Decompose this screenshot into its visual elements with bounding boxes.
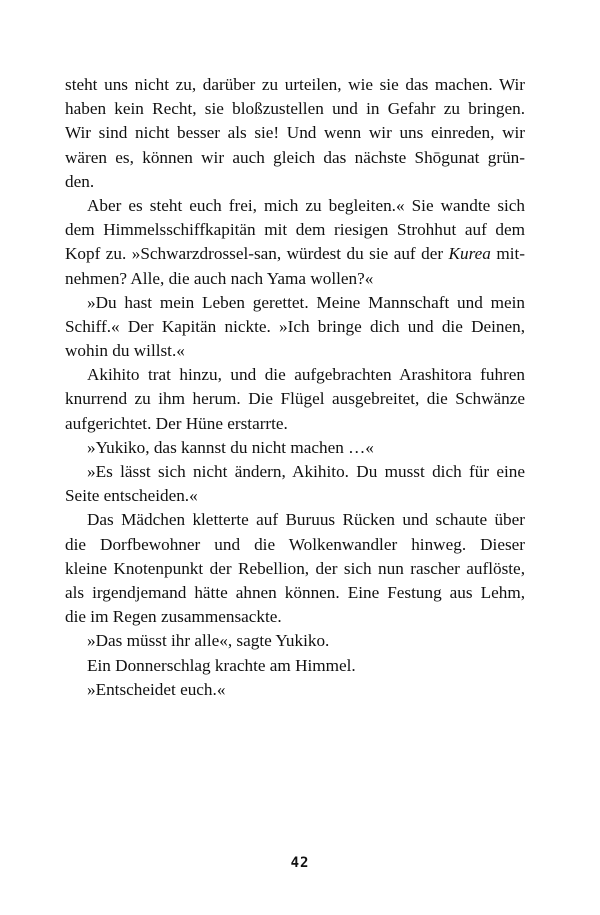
text-line: »Du hast mein Leben gerettet. Meine Mannschaft und mein	[87, 292, 525, 312]
text-line: »Das müsst ihr alle«, sagte Yukiko.	[87, 631, 330, 651]
text-line: als irgendjemand hätte ahnen können. Eine Festung aus Lehm,	[65, 582, 525, 602]
text-line: dem Himmelsschiffkapitän mit dem riesigen Strohhut auf dem	[65, 220, 525, 240]
page-number: 42	[290, 855, 310, 871]
text-line: die Dorfbewohner und die Wolkenwandler hinweg. Dieser	[65, 534, 525, 554]
text-line: Das Mädchen kletterte auf Buruus Rücken und schaute über	[87, 510, 525, 530]
text-line: kleine Knotenpunkt der Rebellion, der sich nun rascher auflöste,	[65, 558, 525, 578]
text-line: den.	[65, 171, 95, 191]
text-line: Schiff.« Der Kapitän nickte. »Ich bringe dich und die Deinen,	[65, 316, 525, 336]
text-line: wären es, können wir auch gleich das nächste Shōgunat grün-	[65, 147, 525, 167]
text-line: wohin du willst.«	[65, 341, 185, 361]
text-line: die im Regen zusammensackte.	[65, 607, 282, 627]
text-line: Aber es steht euch frei, mich zu begleiten.« Sie wandte sich	[87, 195, 525, 215]
text-line: »Entscheidet euch.«	[87, 679, 226, 699]
text-line: Seite entscheiden.«	[65, 486, 198, 506]
text-line: nehmen? Alle, die auch nach Yama wollen?«	[65, 268, 374, 288]
text-line: Kopf zu. »Schwarzdrossel-san, würdest du sie auf der Kurea mit-	[65, 244, 525, 264]
text-line: steht uns nicht zu, darüber zu urteilen, wie sie das machen. Wir	[65, 75, 525, 94]
text-line: Ein Donnerschlag krachte am Himmel.	[87, 655, 356, 675]
body-text	[65, 73, 525, 702]
text-line: haben kein Recht, sie bloßzustellen und in Gefahr zu bringen.	[65, 99, 525, 119]
text-line: »Es lässt sich nicht ändern, Akihito. Du musst dich für eine	[87, 462, 525, 481]
text-line: knurrend zu ihm herum. Die Flügel ausgebreitet, die Schwänze	[65, 389, 525, 409]
emphasis: Kurea	[448, 244, 491, 264]
text-line: aufgerichtet. Der Hüne erstarrte.	[65, 413, 288, 433]
text-line: Akihito trat hinzu, und die aufgebrachten Arashitora fuhren	[87, 365, 525, 385]
text-line: Wir sind nicht besser als sie! Und wenn wir uns einreden, wir	[65, 123, 525, 143]
text-line: »Yukiko, das kannst du nicht machen …«	[87, 437, 374, 457]
